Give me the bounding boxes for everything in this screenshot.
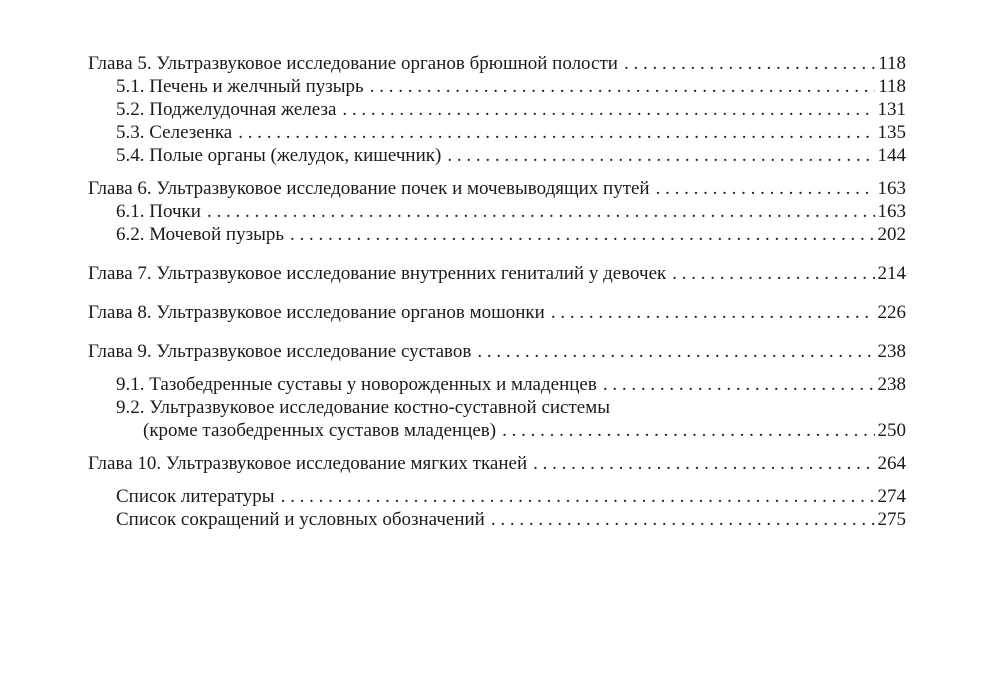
toc-entry-title: 6.1. Почки — [116, 201, 201, 222]
dot-leader — [551, 301, 875, 324]
toc-entry-page: 250 — [877, 420, 906, 441]
toc-entry-page: 118 — [878, 53, 906, 74]
toc-entry-page: 238 — [877, 374, 906, 395]
dot-leader — [491, 508, 875, 531]
toc-entry-title: 9.2. Ультразвуковое исследование костно-суставной системы — [116, 397, 611, 418]
toc-entry-page: 131 — [877, 99, 906, 120]
toc-entry-page: 135 — [877, 122, 906, 143]
dot-leader — [502, 419, 874, 442]
toc-entry-section-9-2-continued[interactable] — [88, 419, 906, 442]
toc-entry-title: Глава 6. Ультразвуковое исследование почек и мочевыводящих путей — [88, 178, 650, 199]
dot-leader — [477, 340, 874, 363]
dot-leader — [672, 262, 874, 285]
toc-entry-title: 5.2. Поджелудочная железа — [116, 99, 337, 120]
dot-leader — [342, 98, 874, 121]
toc-entry-page: 163 — [877, 178, 906, 199]
toc-entry-page: 202 — [877, 224, 906, 245]
dot-leader — [370, 75, 875, 98]
toc-entry-page: 264 — [877, 453, 906, 474]
toc-entry-title: Глава 10. Ультразвуковое исследование мягких тканей — [88, 453, 528, 474]
toc-entry-page: 238 — [877, 341, 906, 362]
toc-entry-chapter-9[interactable] — [88, 340, 906, 363]
dot-leader — [238, 121, 874, 144]
toc-entry-title: Список литературы — [116, 486, 275, 507]
toc-entry-title: 5.4. Полые органы (желудок, кишечник) — [116, 145, 442, 166]
toc-entry-section-5-3[interactable] — [88, 121, 906, 144]
toc-entry-title: Список сокращений и условных обозначений — [116, 509, 485, 530]
toc-entry-section-5-1[interactable] — [88, 75, 906, 98]
dot-leader — [281, 485, 875, 508]
dot-leader — [290, 223, 874, 246]
toc-entry-title: 5.1. Печень и желчный пузырь — [116, 76, 364, 97]
toc-entry-section-9-2[interactable] — [88, 396, 906, 419]
toc-entry-page: 274 — [877, 486, 906, 507]
dot-leader — [447, 144, 874, 167]
toc-entry-chapter-10[interactable] — [88, 452, 906, 475]
dot-leader — [656, 177, 875, 200]
table-of-contents — [88, 52, 906, 531]
toc-entry-title: 9.1. Тазобедренные суставы у новорожденных и младенцев — [116, 374, 597, 395]
toc-entry-title: Глава 8. Ультразвуковое исследование органов мошонки — [88, 302, 545, 323]
dot-leader — [533, 452, 874, 475]
dot-leader — [603, 373, 875, 396]
toc-entry-title: 5.3. Селезенка — [116, 122, 233, 143]
toc-entry-section-9-1[interactable] — [88, 373, 906, 396]
toc-entry-section-5-2[interactable] — [88, 98, 906, 121]
toc-entry-chapter-7[interactable] — [88, 262, 906, 285]
toc-entry-page: 118 — [878, 76, 906, 97]
dot-leader — [624, 52, 875, 75]
toc-entry-chapter-8[interactable] — [88, 301, 906, 324]
toc-entry-page: 163 — [877, 201, 906, 222]
toc-entry-section-6-2[interactable] — [88, 223, 906, 246]
toc-entry-title: 6.2. Мочевой пузырь — [116, 224, 285, 245]
toc-entry-title: (кроме тазобедренных суставов младенцев) — [143, 420, 497, 441]
toc-entry-title: Глава 7. Ультразвуковое исследование внутренних гениталий у девочек — [88, 263, 667, 284]
toc-entry-page: 226 — [877, 302, 906, 323]
toc-entry-chapter-6[interactable] — [88, 177, 906, 200]
toc-entry-page: 275 — [877, 509, 906, 530]
toc-entry-title: Глава 5. Ультразвуковое исследование органов брюшной полости — [88, 53, 618, 74]
toc-entry-title: Глава 9. Ультразвуковое исследование суставов — [88, 341, 472, 362]
toc-entry-chapter-5[interactable] — [88, 52, 906, 75]
toc-entry-references[interactable] — [88, 485, 906, 508]
toc-entry-abbreviations[interactable] — [88, 508, 906, 531]
dot-leader — [207, 200, 875, 223]
toc-entry-page: 144 — [877, 145, 906, 166]
toc-entry-section-5-4[interactable] — [88, 144, 906, 167]
toc-entry-section-6-1[interactable] — [88, 200, 906, 223]
toc-entry-page: 214 — [877, 263, 906, 284]
